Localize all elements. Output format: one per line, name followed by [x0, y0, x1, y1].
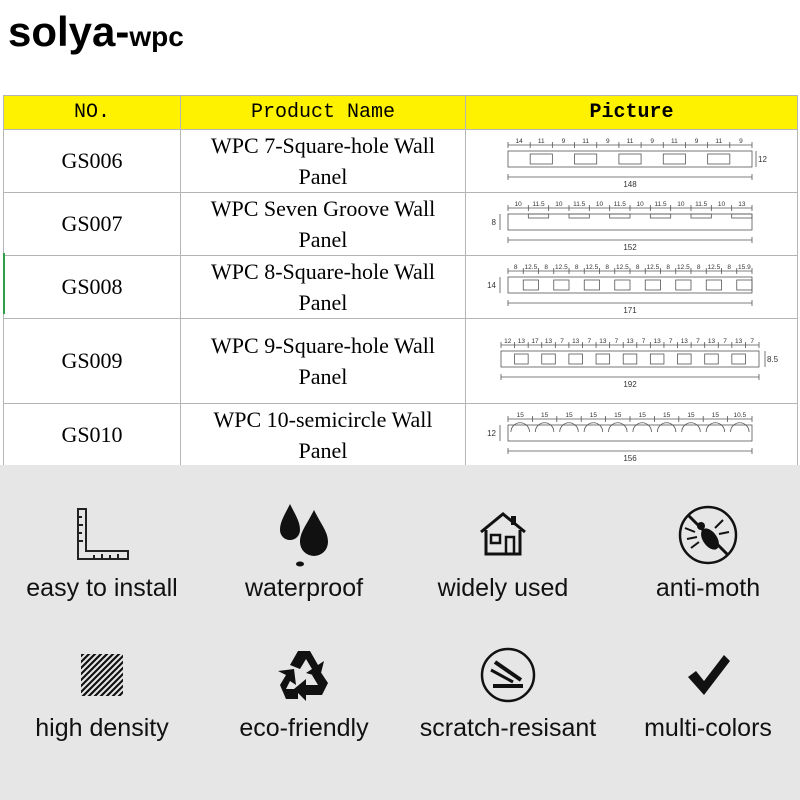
dimension-label: 7: [749, 338, 754, 345]
feature-label: eco-friendly: [239, 714, 369, 742]
feature-scratch-resistant: [408, 640, 608, 743]
house-icon: [403, 500, 603, 570]
dimension-overall-label: 156: [622, 454, 637, 463]
scratch-icon: [408, 640, 608, 710]
dimension-label: 13: [598, 338, 606, 345]
dimension-label: 17: [530, 338, 539, 345]
feature-multi-colors: [608, 640, 800, 743]
feature-label: multi-colors: [644, 714, 772, 742]
hatch-pattern-icon: [2, 640, 202, 710]
table-row: [4, 193, 798, 256]
dimension-label: 7: [668, 338, 673, 345]
product-code: GS007: [4, 193, 181, 256]
product-code: GS006: [4, 130, 181, 193]
feature-eco-friendly: [204, 640, 404, 743]
dimension-label: 13: [625, 338, 634, 345]
dimension-label: 7: [559, 338, 564, 345]
dimension-label: 11.5: [613, 201, 626, 208]
dimension-label: 13: [680, 338, 688, 345]
dimension-overall-label: 152: [622, 243, 637, 252]
table-row: [4, 404, 798, 467]
dimension-label: 13: [571, 338, 579, 345]
dimension-label: 13: [737, 201, 745, 208]
feature-label: high density: [35, 714, 169, 742]
dimension-label: 9: [561, 138, 565, 145]
dimension-label: 10: [595, 201, 603, 208]
profile-drawing-svg: [482, 407, 782, 463]
dimension-label: 8: [635, 264, 639, 271]
brand-name: solya-: [8, 8, 130, 55]
dimension-label: 11: [714, 138, 722, 145]
feature-anti-moth: [608, 500, 800, 603]
dimension-label: 11.5: [694, 201, 707, 208]
product-code: GS008: [4, 256, 181, 319]
dimension-side-label: 8.5: [766, 355, 778, 364]
dimension-side-label: 12: [486, 429, 496, 438]
feature-label: easy to install: [26, 574, 178, 602]
dimension-label: 12.5: [554, 264, 568, 271]
feature-label: waterproof: [244, 574, 364, 602]
feature-widely-used: [403, 500, 603, 603]
dimension-label: 15: [613, 412, 621, 419]
dimension-label: 9: [738, 138, 743, 145]
dimension-label: 8: [665, 264, 670, 271]
dimension-label: 9: [605, 138, 610, 145]
dimension-label: 13: [517, 338, 525, 345]
dimension-label: 10: [636, 201, 644, 208]
dimension-side-label: 12: [757, 155, 767, 164]
header-no: NO.: [4, 96, 181, 130]
dimension-label: 15.9: [737, 264, 751, 271]
dimension-label: 13: [734, 338, 742, 345]
product-name: WPC Seven Groove Wall Panel: [181, 193, 466, 256]
dimension-overall-label: 192: [622, 380, 637, 389]
profile-drawing-svg: [482, 133, 782, 189]
brand-logo: [8, 8, 184, 68]
dimension-label: 9: [694, 138, 698, 145]
dimension-label: 15: [638, 412, 646, 419]
profile-drawing-svg: [482, 259, 782, 315]
dimension-label: 8: [604, 264, 609, 271]
profile-drawing: [466, 130, 798, 193]
dimension-side-label: 14: [486, 281, 496, 290]
dimension-label: 12.5: [707, 264, 720, 271]
dimension-label: 10: [676, 201, 684, 208]
profile-drawing-svg: [482, 196, 782, 252]
dimension-label: 15: [662, 412, 670, 419]
product-name: WPC 10-semicircle Wall Panel: [181, 404, 466, 467]
checkmark-icon: [608, 640, 800, 710]
dimension-label: 15: [589, 412, 597, 419]
product-code: GS010: [4, 404, 181, 467]
dimension-label: 13: [544, 338, 552, 345]
dimension-label: 15: [540, 412, 548, 419]
dimension-label: 12.5: [524, 264, 537, 271]
dimension-label: 15: [516, 412, 524, 419]
recycle-icon: [204, 640, 404, 710]
dimension-overall-label: 148: [622, 180, 637, 189]
dimension-label: 13: [707, 338, 715, 345]
profile-drawing: [466, 404, 798, 467]
dimension-label: 15: [711, 412, 719, 419]
profile-drawing: [466, 193, 798, 256]
table-row: [4, 319, 798, 404]
dimension-label: 7: [722, 338, 727, 345]
product-name: WPC 9-Square-hole Wall Panel: [181, 319, 466, 404]
dimension-label: 12.5: [585, 264, 598, 271]
feature-label: anti-moth: [655, 574, 761, 602]
dimension-label: 8: [543, 264, 548, 271]
table-header-row: [4, 96, 798, 130]
dimension-label: 11: [670, 138, 678, 145]
dimension-label: 11.5: [531, 201, 545, 208]
dimension-label: 8: [513, 264, 517, 271]
water-drops-icon: [204, 500, 404, 570]
dimension-label: 10.5: [732, 412, 746, 419]
dimension-label: 11: [581, 138, 589, 145]
dimension-label: 12.5: [646, 264, 659, 271]
product-table: [3, 95, 798, 467]
product-name: WPC 7-Square-hole Wall Panel: [181, 130, 466, 193]
dimension-label: 10: [554, 201, 562, 208]
brand-suffix: wpc: [129, 21, 184, 52]
product-code: GS009: [4, 319, 181, 404]
dimension-label: 11: [537, 138, 545, 145]
dimension-label: 15: [686, 412, 695, 419]
no-insect-icon: [608, 500, 800, 570]
dimension-label: 7: [586, 338, 591, 345]
dimension-label: 12.5: [676, 264, 690, 271]
dimension-label: 11.5: [653, 201, 667, 208]
feature-easy-to-install: [2, 500, 202, 603]
profile-drawing-svg: [475, 333, 789, 389]
dimension-label: 12.5: [615, 264, 629, 271]
profile-drawing: [466, 256, 798, 319]
row-selection-marker: [3, 253, 5, 314]
dimension-label: 10: [514, 201, 522, 208]
dimension-label: 8: [726, 264, 731, 271]
ruler-square-icon: [2, 500, 202, 570]
table-row: [4, 256, 798, 319]
dimension-label: 14: [514, 138, 523, 145]
dimension-label: 7: [695, 338, 700, 345]
dimension-overall-label: 171: [622, 306, 637, 315]
dimension-label: 12: [503, 338, 511, 345]
dimension-label: 7: [641, 338, 645, 345]
profile-drawing: [466, 319, 798, 404]
dimension-side-label: 8: [491, 218, 496, 227]
feature-label: widely used: [437, 574, 569, 602]
dimension-label: 11.5: [572, 201, 585, 208]
dimension-label: 9: [649, 138, 654, 145]
dimension-label: 15: [564, 412, 573, 419]
feature-label: scratch-resisant: [419, 714, 597, 742]
dimension-label: 11: [626, 138, 633, 145]
header-picture: Picture: [466, 96, 798, 130]
dimension-label: 13: [653, 338, 661, 345]
table-row: [4, 130, 798, 193]
feature-high-density: [2, 640, 202, 743]
features-panel: [0, 465, 800, 800]
header-product-name: Product Name: [181, 96, 466, 130]
product-name: WPC 8-Square-hole Wall Panel: [181, 256, 466, 319]
dimension-label: 8: [574, 264, 578, 271]
dimension-label: 10: [717, 201, 725, 208]
dimension-label: 8: [696, 264, 700, 271]
feature-waterproof: [204, 500, 404, 603]
dimension-label: 7: [614, 338, 618, 345]
